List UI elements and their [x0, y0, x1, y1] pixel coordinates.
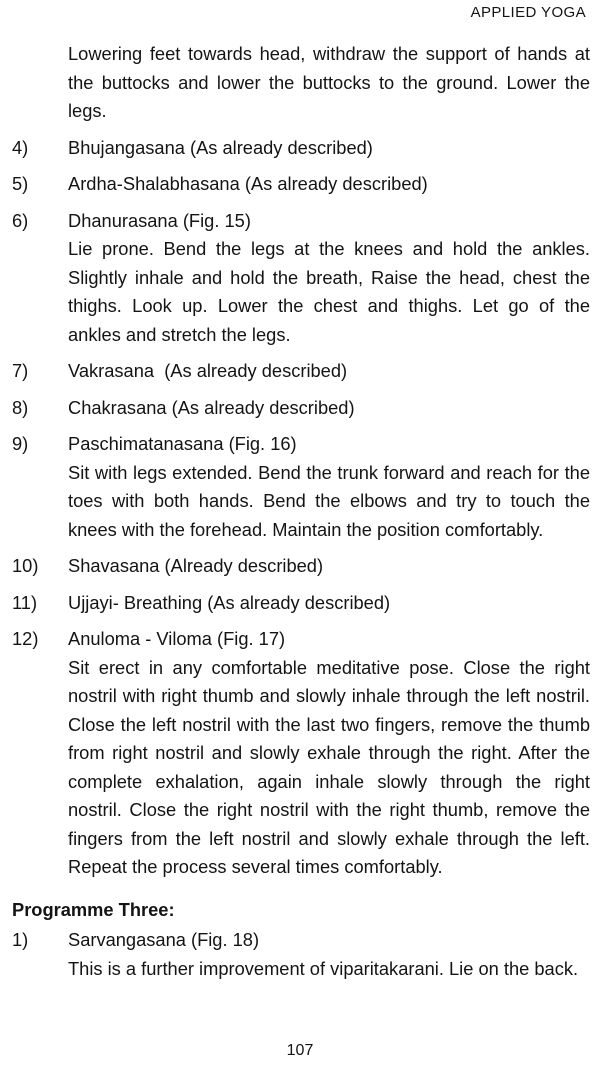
list-item: [12, 552, 590, 581]
item-text: Sit with legs extended. Bend the trunk forward and reach for the toes with both hands. Bend the elbows and try to touch the knees with the forehead. Maintain the position comfortably.: [68, 461, 590, 540]
item-text: Lie prone. Bend the legs at the knees and hold the ankles. Slightly inhale and hold the breath, Raise the head, chest the thighs. Look up. Lower the chest and thighs. Let go of the ankles and stretch the legs.: [68, 238, 590, 345]
item-number: 4): [12, 136, 29, 158]
item-text: This is a further improvement of viparitakarani. Lie on the back.: [68, 957, 579, 979]
item-number: 11): [12, 591, 38, 613]
list-item: [12, 207, 590, 350]
section-heading: Programme Three:: [12, 898, 175, 920]
item-title: Paschimatanasana (Fig. 16): [68, 433, 297, 454]
page-number: 107: [286, 1042, 314, 1059]
intro-paragraph: Lowering feet towards head, withdraw the support of hands at the buttocks and lower the buttocks to the ground. Lower the legs.: [68, 43, 590, 121]
item-text: Sit erect in any comfortable meditative pose. Close the right nostril with right thumb and slowly inhale through the left nostril. Close the left nostril with the last two fingers, remove the thumb from right nostril and slowly exhale through the right. After the complete exhalation, again inhale slowly through the right nostril. Close the right nostril with the right thumb, remove the fingers from the left nostril and slowly exhale through the left. Repeat the process several times comfortably.: [68, 656, 590, 877]
item-title: Ardha-Shalabhasana (As already described): [68, 173, 428, 194]
item-number: 9): [12, 433, 29, 454]
item-title: Shavasana (Already described): [68, 555, 324, 576]
list-item: [12, 357, 590, 386]
item-title: Sarvangasana (Fig. 18): [68, 929, 260, 950]
item-title: Vakrasana (As already described): [68, 360, 348, 381]
item-title: Ujjayi- Breathing (As already described): [68, 591, 391, 613]
item-title: Anuloma - Viloma (Fig. 17): [68, 628, 286, 649]
list-item: [12, 926, 590, 983]
numbered-list-a: [12, 134, 590, 882]
item-number: 6): [12, 209, 29, 231]
page-body: [12, 40, 590, 983]
item-number: 8): [12, 396, 29, 418]
item-number: 5): [12, 173, 29, 194]
item-title: Bhujangasana (As already described): [68, 136, 373, 158]
list-item: [12, 394, 590, 423]
item-title: Chakrasana (As already described): [68, 396, 355, 418]
item-title: Dhanurasana (Fig. 15): [68, 209, 251, 231]
list-item: [12, 134, 590, 163]
item-number: 12): [12, 628, 39, 649]
running-header: APPLIED YOGA: [470, 4, 586, 21]
list-item: [12, 430, 590, 544]
list-item: [12, 170, 590, 199]
list-item: [12, 589, 590, 618]
numbered-list-b: [12, 926, 590, 983]
item-number: 1): [12, 929, 29, 950]
list-item: [12, 625, 590, 882]
item-number: 7): [12, 360, 29, 381]
item-number: 10): [12, 555, 39, 576]
